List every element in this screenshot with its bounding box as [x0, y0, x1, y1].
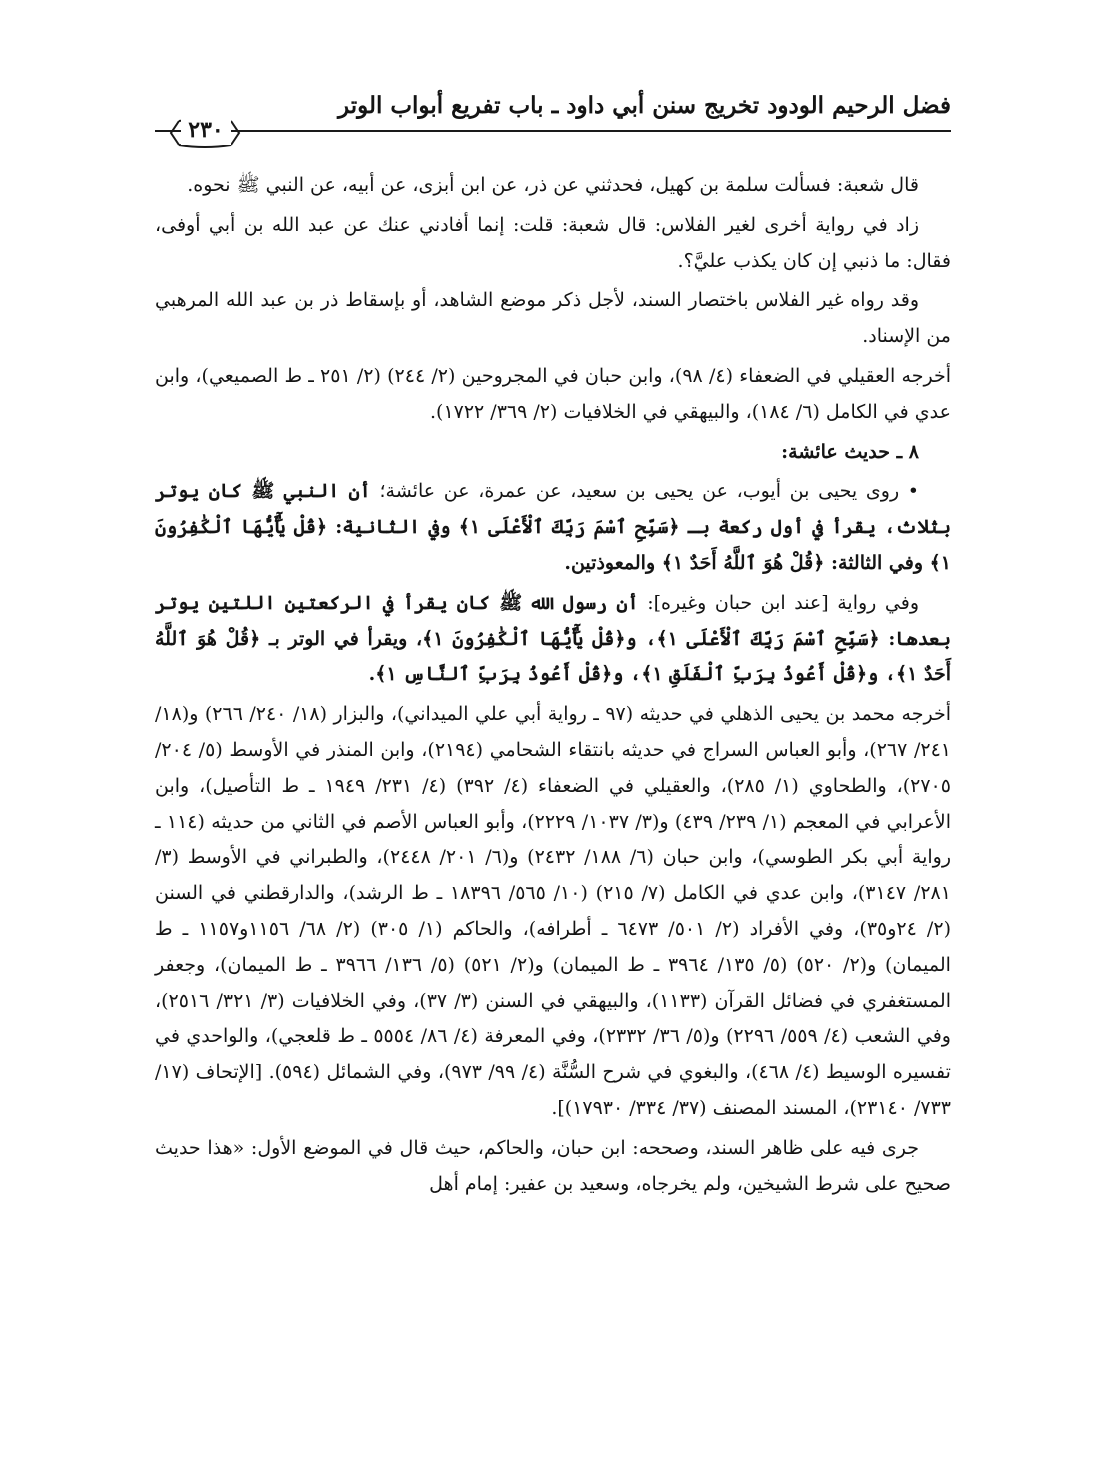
page-number: ٢٣٠: [181, 115, 231, 145]
running-title: فضل الرحيم الودود تخريج سنن أبي داود ـ باب تفريع أبواب الوتر: [338, 92, 951, 119]
narration-intro-2: وفي رواية [عند ابن حبان وغيره]:: [638, 591, 919, 614]
paragraph-7: [155, 586, 951, 693]
paragraph-2: زاد في رواية أخرى لغير الفلاس: قال شعبة: قلت: إنما أفادني عنك عن عبد الله بن أبي أوفى، فقال: ما ذنبي إن كان يكذب عليَّ؟.: [155, 213, 951, 272]
page-body: [155, 168, 951, 1206]
hadith-text: أن النبي ﷺ كان يوتر بثلاث، يقرأ في أول ركعة بـ ﴿سَبِّحِ ٱسْمَ رَبِّكَ ٱلْأَعْلَى ١﴾ وفي الثانية: ﴿قُلْ يَٰٓأَيُّهَا ٱلْكَٰفِرُونَ ١﴾ وفي الثالثة: ﴿قُلْ هُوَ ٱللَّهُ أَحَدٌ ١﴾ والمعوذتين.: [155, 480, 951, 574]
paragraph-3: وقد رواه غير الفلاس باختصار السند، لأجل ذكر موضع الشاهد، أو بإسقاط ذر بن عبد الله المرهبي من الإسناد.: [155, 289, 951, 348]
hadith-text-2: أن رسول الله ﷺ كان يقرأ في الركعتين اللتين يوتر بعدها: ﴿سَبِّحِ ٱسْمَ رَبِّكَ ٱلْأَعْلَى ١﴾، و﴿قُلْ يَٰٓأَيُّهَا ٱلْكَٰفِرُونَ ١﴾، ويقرأ في الوتر بـ ﴿قُلْ هُوَ ٱللَّهُ أَحَدٌ ١﴾، و﴿قُلْ أَعُوذُ بِرَبِّ ٱلْفَلَقِ ١﴾، و﴿قُلْ أَعُوذُ بِرَبِّ ٱلنَّاسِ ١﴾.: [155, 591, 952, 686]
section-heading: ٨ ـ حديث عائشة:: [781, 440, 919, 463]
paragraph-9: جرى فيه على ظاهر السند، وصححه: ابن حبان، والحاكم، حيث قال في الموضع الأول: «هذا حديث صحيح على شرط الشيخين، ولم يخرجاه، وسعيد بن عفير: إمام أهل: [155, 1136, 951, 1195]
paragraph-4: أخرجه العقيلي في الضعفاء (٤/ ٩٨)، وابن حبان في المجروحين (٢/ ٢٤٤) (٢/ ٢٥١ ـ ط الصميعي)، وابن عدي في الكامل (٦/ ١٨٤)، والبيهقي في الخلافيات (٢/ ٣٦٩/ ١٧٢٢).: [155, 364, 951, 423]
paragraph-1: قال شعبة: فسألت سلمة بن كهيل، فحدثني عن ذر، عن ابن أبزى، عن أبيه، عن النبي ﷺ نحوه.: [187, 174, 919, 196]
page-header: [155, 92, 951, 154]
header-rule: [155, 130, 951, 132]
narration-intro: • روى يحيى بن أيوب، عن يحيى بن سعيد، عن عمرة، عن عائشة؛: [370, 480, 919, 503]
paragraph-8: أخرجه محمد بن يحيى الذهلي في حديثه (٩٧ ـ رواية أبي علي الميداني)، والبزار (١٨/ ٢٤٠/ ٢٦٦) و(١٨/ ٢٤١/ ٢٦٧)، وأبو العباس السراج في حديثه بانتقاء الشحامي (٢١٩٤)، وابن المنذر في الأوسط (٥/ ٢٠٤/ ٢٧٠٥)، والطحاوي (١/ ٢٨٥)، والعقيلي في الضعفاء (٤/ ٣٩٢) (٤/ ٢٣١/ ١٩٤٩ ـ ط التأصيل)، وابن الأعرابي في المعجم (١/ ٢٣٩/ ٤٣٩) و(٣/ ١٠٣٧/ ٢٢٢٩)، وأبو العباس الأصم في الثاني من حديثه (١١٤ ـ رواية أبي بكر الطوسي)، وابن حبان (٦/ ١٨٨/ ٢٤٣٢) و(٦/ ٢٠١/ ٢٤٤٨)، والطبراني في الأوسط (٣/ ٢٨١/ ٣١٤٧)، وابن عدي في الكامل (٧/ ٢١٥) (١٠/ ٥٦٥/ ١٨٣٩٦ ـ ط الرشد)، والدارقطني في السنن (٢/ ٢٤و٣٥)، وفي الأفراد (٢/ ٥٠١/ ٦٤٧٣ ـ أطرافه)، والحاكم (١/ ٣٠٥) (٢/ ٦٨/ ١١٥٦و١١٥٧ ـ ط الميمان) و(٢/ ٥٢٠) (٥/ ١٣٥/ ٣٩٦٤ ـ ط الميمان) و(٢/ ٥٢١) (٥/ ١٣٦/ ٣٩٦٦ ـ ط الميمان)، وجعفر المستغفري في فضائل القرآن (١١٣٣)، والبيهقي في السنن (٣/ ٣٧)، وفي الخلافيات (٣/ ٣٢١/ ٢٥١٦)، وفي الشعب (٤/ ٥٥٩/ ٢٢٩٦) و(٥/ ٣٦/ ٢٣٣٢)، وفي المعرفة (٤/ ٨٦/ ٥٥٥٤ ـ ط قلعجي)، والواحدي في تفسيره الوسيط (٤/ ٤٦٨)، والبغوي في شرح السُّنَّة (٤/ ٩٩/ ٩٧٣)، وفي الشمائل (٥٩٤). [الإتحاف (١٧/ ٧٣٣/ ٢٣١٤٠)، المسند المصنف (٣٧/ ٣٣٤/ ١٧٩٣٠)].: [155, 703, 952, 1119]
paragraph-6: [155, 474, 951, 581]
